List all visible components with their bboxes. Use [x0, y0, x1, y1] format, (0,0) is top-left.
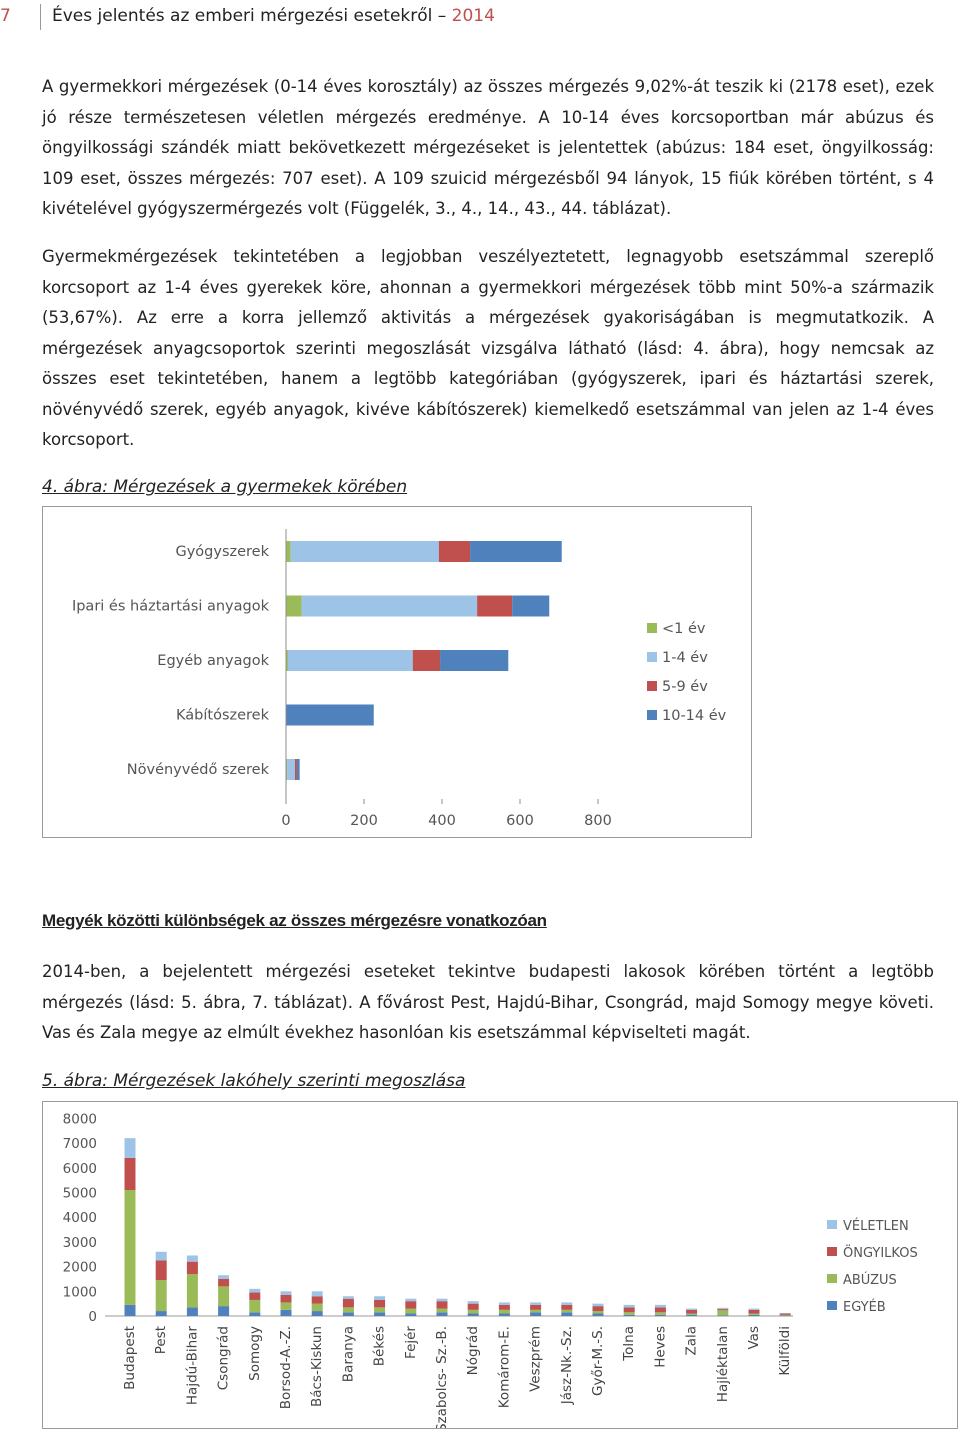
category-label: Veszprém: [527, 1326, 544, 1392]
legend-label: ÖNGYILKOS: [843, 1246, 918, 1261]
column-segment: [281, 1295, 292, 1302]
legend-swatch: [827, 1220, 837, 1229]
y-tick-label: 3000: [62, 1234, 97, 1251]
column-segment: [343, 1296, 354, 1298]
column-segment: [437, 1301, 448, 1308]
column-segment: [437, 1299, 448, 1301]
column-segment: [312, 1311, 323, 1316]
category-label: Csongrád: [215, 1326, 232, 1391]
legend-label: <1 év: [662, 621, 706, 637]
legend-swatch: [647, 681, 657, 691]
column-segment: [281, 1310, 292, 1316]
header-divider: [40, 4, 41, 30]
column-segment: [437, 1312, 448, 1316]
category-label: Szabolcs- Sz.-B.: [434, 1326, 450, 1428]
column-segment: [749, 1310, 760, 1314]
page-number: 7: [0, 6, 11, 26]
y-tick-label: 4000: [62, 1210, 97, 1227]
column-segment: [593, 1304, 604, 1306]
column-segment: [156, 1280, 167, 1311]
legend-swatch: [827, 1274, 837, 1283]
category-label: Növényvédő szerek: [126, 762, 269, 778]
column-segment: [530, 1310, 541, 1312]
legend-label: 5-9 év: [662, 679, 708, 695]
category-label: Nógrád: [465, 1326, 482, 1376]
bar-segment: [286, 596, 302, 617]
column-segment: [281, 1302, 292, 1309]
bar-segment: [295, 759, 297, 780]
category-label: Külföldi: [777, 1326, 794, 1376]
document-title-text: Éves jelentés az emberi mérgezési esetekről –: [52, 6, 452, 26]
legend-swatch: [827, 1301, 837, 1310]
residence-poisoning-chart: [43, 1102, 957, 1428]
bar-segment: [512, 596, 549, 617]
category-label: Tolna: [621, 1326, 638, 1361]
column-segment: [374, 1312, 385, 1316]
column-segment: [125, 1138, 136, 1158]
column-segment: [561, 1310, 572, 1312]
document-year: 2014: [451, 6, 495, 26]
column-segment: [780, 1314, 791, 1315]
column-segment: [187, 1307, 198, 1316]
paragraph-1: A gyermekkori mérgezések (0-14 éves korosztály) az összes mérgezés 9,02%-át teszik ki (2178 eset), ezek jó része természetesen véletlen mérgezés eredménye. A 10-14 éves korcsoportban már abúzus és öngyilkossági szándék miatt bekövetkezett mérgezéseket is jelentettek (abúzus: 184 eset, öngyilkosság: 109 eset, összes mérgezés: 707 eset). A 109 szuicid mérgezésből 94 lányok, 15 fiúk körében történt, s 4 kivételével gyógyszermérgezés volt (Függelék, 3., 4., 14., 43., 44. táblázat).: [42, 77, 934, 218]
column-segment: [530, 1302, 541, 1304]
category-label: Heves: [652, 1326, 669, 1368]
column-segment: [156, 1311, 167, 1316]
bar-segment: [291, 541, 439, 562]
category-label: Hajléktalan: [714, 1326, 731, 1403]
bar-segment: [286, 541, 291, 562]
column-segment: [468, 1301, 479, 1303]
bar-segment: [288, 650, 413, 671]
column-segment: [717, 1315, 728, 1316]
column-segment: [655, 1307, 666, 1312]
bar-segment: [470, 541, 562, 562]
legend-swatch: [827, 1247, 837, 1256]
figure-4-chart: [42, 506, 752, 838]
children-poisoning-chart: [43, 507, 751, 837]
y-tick-label: 0: [88, 1309, 97, 1325]
category-label: Gyógyszerek: [175, 544, 269, 560]
column-segment: [499, 1305, 510, 1310]
column-segment: [405, 1299, 416, 1301]
column-segment: [156, 1252, 167, 1261]
legend-label: VÉLETLEN: [843, 1219, 909, 1234]
column-segment: [374, 1296, 385, 1300]
column-segment: [593, 1314, 604, 1316]
category-label: Kábítószerek: [176, 707, 269, 724]
section-heading: Megyék közötti különbségek az összes mérgezésre vonatkozóan: [42, 911, 547, 930]
column-segment: [624, 1307, 635, 1312]
figure-4-caption: 4. ábra: Mérgezések a gyermekek körében: [42, 477, 408, 497]
document-title: [52, 6, 495, 26]
category-label: Zala: [683, 1326, 700, 1356]
column-segment: [499, 1314, 510, 1316]
y-tick-label: 5000: [62, 1185, 97, 1202]
category-label: Békés: [371, 1326, 388, 1367]
category-label: Ipari és háztartási anyagok: [71, 598, 269, 615]
column-segment: [780, 1315, 791, 1316]
column-segment: [343, 1299, 354, 1308]
category-label: Komárom-E.: [496, 1326, 513, 1409]
x-tick-label: 0: [281, 813, 291, 829]
column-segment: [686, 1309, 697, 1310]
paragraph-3: 2014-ben, a bejelentett mérgezési eseteket tekintve budapesti lakosok körében történt a legtöbb mérgezés (lásd: 5. ábra, 7. táblázat). A fővárost Pest, Hajdú-Bihar, Csongrád, majd Somogy megye követi. Vas és Zala megye az elmúlt évekhez hasonlóan kis esetszámmal képviselteti magát.: [42, 962, 934, 1042]
legend-label: EGYÉB: [843, 1300, 886, 1315]
column-segment: [405, 1309, 416, 1314]
y-tick-label: 2000: [62, 1259, 97, 1276]
column-segment: [281, 1291, 292, 1295]
category-label: Bács-Kiskun: [309, 1326, 326, 1408]
column-segment: [187, 1255, 198, 1261]
column-segment: [218, 1286, 229, 1306]
column-segment: [468, 1314, 479, 1316]
column-segment: [343, 1312, 354, 1316]
column-segment: [561, 1312, 572, 1316]
y-tick-label: 8000: [62, 1111, 97, 1128]
column-segment: [343, 1307, 354, 1312]
y-tick-label: 1000: [62, 1284, 97, 1301]
column-segment: [686, 1310, 697, 1314]
column-segment: [749, 1314, 760, 1315]
column-segment: [468, 1304, 479, 1310]
column-segment: [530, 1305, 541, 1310]
figure-5-caption: 5. ábra: Mérgezések lakóhely szerinti megoszlása: [42, 1071, 466, 1091]
column-segment: [187, 1262, 198, 1274]
column-segment: [125, 1158, 136, 1190]
column-segment: [624, 1305, 635, 1307]
x-tick-label: 200: [350, 813, 378, 829]
page-header: [0, 0, 960, 34]
column-segment: [312, 1291, 323, 1296]
column-segment: [374, 1300, 385, 1307]
column-segment: [561, 1305, 572, 1310]
column-segment: [717, 1308, 728, 1309]
category-label: Budapest: [122, 1326, 138, 1390]
column-segment: [405, 1301, 416, 1308]
category-label: Győr-M.-S.: [590, 1326, 606, 1396]
column-segment: [218, 1275, 229, 1279]
column-segment: [249, 1312, 260, 1316]
y-tick-label: 6000: [62, 1160, 97, 1177]
y-tick-label: 7000: [62, 1136, 97, 1153]
bar-segment: [440, 650, 508, 671]
category-label: Baranya: [340, 1326, 357, 1383]
legend-label: 1-4 év: [662, 650, 708, 666]
category-label: Borsod-A.-Z.: [278, 1326, 294, 1410]
column-segment: [624, 1315, 635, 1316]
paragraph-2: Gyermekmérgezések tekintetében a legjobban veszélyeztetett, legnagyobb esetszámmal szereplő korcsoport az 1-4 éves gyerekek köre, ahonnan a gyermekkori mérgezések több mint 50%-a származik (53,67%). Az erre a korra jellemző aktivitás a mérgezések gyakoriságában is megmutatkozik. A mérgezések anyagcsoportok szerinti megoszlását vizsgálva látható (lásd: 4. ábra), hogy nemcsak az összes eset tekintetében, hanem a legtöbb kategóriában (gyógyszerek, ipari és háztartási szerek, növényvédő szerek, egyéb anyagok, kivéve kábítószerek) kiemelkedő esetszámmal van jelen az 1-4 éves korcsoport.: [42, 247, 934, 449]
category-label: Hajdú-Bihar: [184, 1326, 201, 1406]
column-segment: [749, 1315, 760, 1316]
column-segment: [499, 1310, 510, 1314]
category-label: Jász-Nk.-Sz.: [558, 1326, 575, 1405]
column-segment: [249, 1289, 260, 1293]
column-segment: [561, 1302, 572, 1304]
category-label: Vas: [746, 1326, 762, 1350]
figure-5-chart: [42, 1101, 958, 1429]
category-label: Somogy: [246, 1326, 263, 1381]
bar-segment: [477, 596, 512, 617]
bar-segment: [302, 596, 478, 617]
bar-segment: [413, 650, 440, 671]
column-segment: [499, 1302, 510, 1304]
column-segment: [624, 1312, 635, 1314]
column-segment: [655, 1305, 666, 1307]
column-segment: [405, 1314, 416, 1316]
column-segment: [655, 1312, 666, 1314]
column-segment: [156, 1260, 167, 1280]
column-segment: [593, 1306, 604, 1311]
column-segment: [125, 1190, 136, 1305]
column-segment: [717, 1310, 728, 1315]
column-segment: [187, 1274, 198, 1307]
legend-swatch: [647, 710, 657, 720]
legend-swatch: [647, 652, 657, 662]
column-segment: [530, 1312, 541, 1316]
legend-label: 10-14 év: [662, 708, 727, 724]
column-segment: [593, 1311, 604, 1313]
column-segment: [686, 1314, 697, 1315]
bar-segment: [297, 759, 300, 780]
column-segment: [437, 1309, 448, 1313]
bar-segment: [287, 759, 295, 780]
column-segment: [218, 1306, 229, 1316]
category-label: Egyéb anyagok: [157, 653, 269, 669]
column-segment: [655, 1315, 666, 1316]
bar-segment: [286, 705, 374, 726]
column-segment: [717, 1309, 728, 1310]
category-label: Fejér: [402, 1326, 419, 1359]
column-segment: [749, 1309, 760, 1310]
x-tick-label: 800: [584, 813, 612, 829]
column-segment: [468, 1310, 479, 1314]
x-tick-label: 400: [428, 813, 456, 829]
legend-swatch: [647, 623, 657, 633]
legend-label: ABÚZUS: [843, 1273, 897, 1288]
column-segment: [312, 1304, 323, 1311]
column-segment: [249, 1300, 260, 1312]
column-segment: [686, 1315, 697, 1316]
column-segment: [374, 1307, 385, 1312]
category-label: Pest: [153, 1326, 170, 1355]
column-segment: [125, 1305, 136, 1316]
column-segment: [249, 1293, 260, 1300]
bar-segment: [439, 541, 470, 562]
column-segment: [312, 1296, 323, 1303]
column-segment: [218, 1279, 229, 1286]
x-tick-label: 600: [506, 813, 534, 829]
